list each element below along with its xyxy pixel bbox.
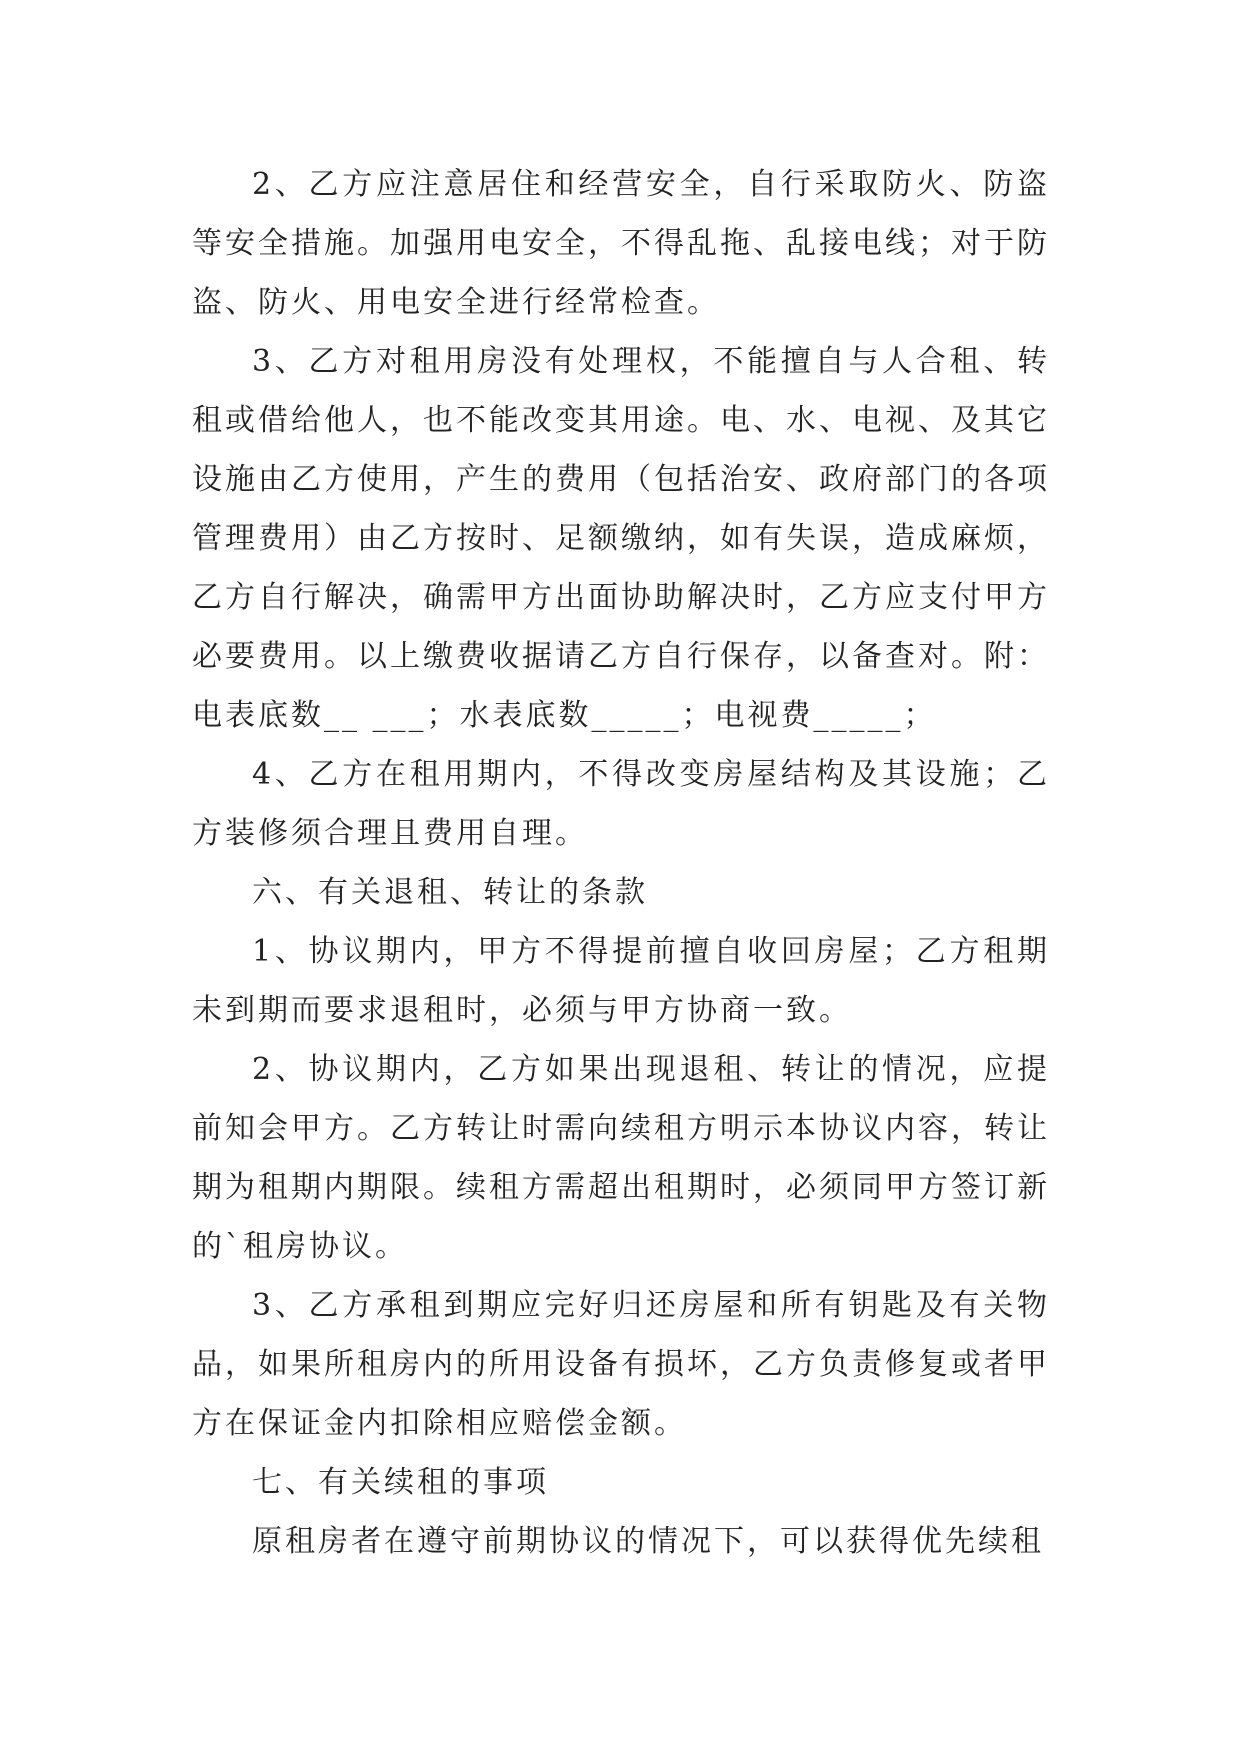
clause-6-1-early-termination: 1、协议期内，甲方不得提前擅自收回房屋；乙方租期未到期而要求退租时，必须与甲方协商一致。 [192, 934, 1050, 1028]
clause-7-renewal: 原租房者在遵守前期协议的情况下，可以获得优先续租 [252, 1524, 1044, 1559]
clause-6-2-transfer: 2、协议期内，乙方如果出现退租、转让的情况，应提前知会甲方。乙方转让时需向续租方明示本协议内容，转让期为租期内期限。续租方需超出租期时，必须同甲方签订新的`租房协议。 [192, 1052, 1050, 1264]
clause-5-3-usage-fees: 3、乙方对租用房没有处理权，不能擅自与人合租、转租或借给他人，也不能改变其用途。电、水、电视、及其它设施由乙方使用，产生的费用（包括治安、政府部门的各项管理费用）由乙方按时、足额缴纳，如有失误，造成麻烦，乙方自行解决，确需甲方出面协助解决时，乙方应支付甲方必要费用。以上缴费收据请乙方自行保存，以备查对。附：电表底数__ ___；水表底数_____；电视费_____； [192, 344, 1050, 733]
clause-5-2-safety: 2、乙方应注意居住和经营安全，自行采取防火、防盗等安全措施。加强用电安全，不得乱拖、乱接电线；对于防盗、防火、用电安全进行经常检查。 [192, 167, 1050, 320]
section-heading-6: 六、有关退租、转让的条款 [252, 875, 648, 910]
section-heading-7: 七、有关续租的事项 [252, 1465, 549, 1500]
clause-5-4-structure: 4、乙方在租用期内，不得改变房屋结构及其设施；乙方装修须合理且费用自理。 [192, 757, 1050, 851]
clause-6-3-return: 3、乙方承租到期应完好归还房屋和所有钥匙及有关物品，如果所租房内的所用设备有损坏，乙方负责修复或者甲方在保证金内扣除相应赔偿金额。 [192, 1288, 1050, 1441]
document-page [192, 155, 1050, 1571]
